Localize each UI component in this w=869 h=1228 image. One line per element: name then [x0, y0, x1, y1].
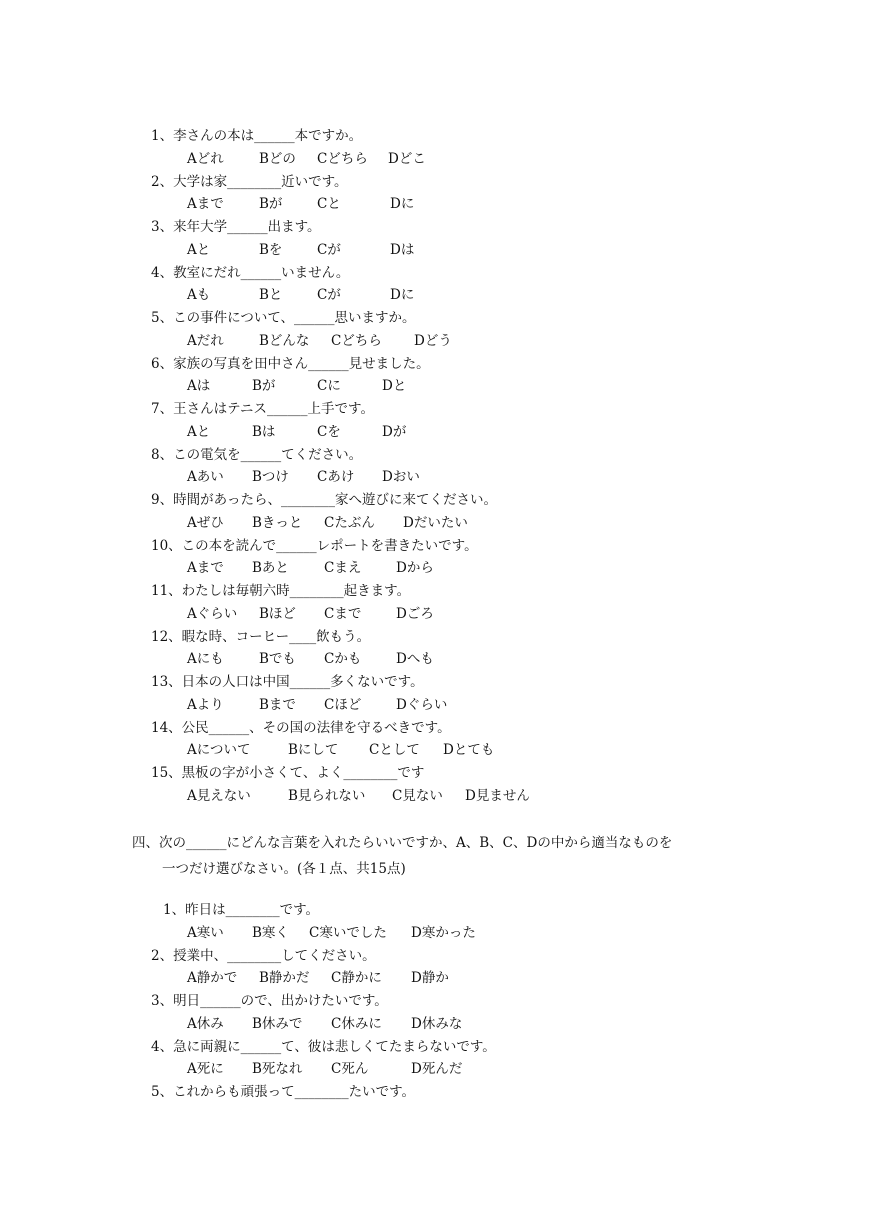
option-row [0, 694, 869, 717]
option-c: Cまえ [324, 560, 362, 577]
question-item [0, 626, 869, 672]
option-d: D休みな [411, 1015, 463, 1032]
question-item [0, 762, 869, 808]
option-a: Aは [187, 378, 211, 395]
option-b: Bを [259, 241, 283, 258]
option-a: A見えない [187, 787, 251, 804]
question-stem: 4、教室にだれ______いません。 [151, 264, 350, 281]
question-item [0, 307, 869, 353]
question-stem: 2、授業中、________してください。 [151, 947, 376, 964]
option-c: Cかも [324, 651, 362, 668]
question-item [0, 216, 869, 262]
question-stem: 13、日本の人口は中国______多くないです。 [151, 674, 424, 690]
question-item [0, 580, 869, 626]
option-c: Cが [317, 287, 341, 304]
question-stem: 4、急に両親に______て、彼は悲しくてたまらないです。 [151, 1038, 496, 1055]
question-item [0, 1081, 869, 1127]
option-d: Dおい [382, 469, 420, 486]
option-d: D静か [411, 970, 449, 987]
option-a: A休み [187, 1015, 224, 1032]
section-heading-line1: 四、次の______にどんな言葉を入れたらいいですか、A、B、C、Dの中から適当なものを [132, 835, 673, 851]
question-item [0, 990, 869, 1036]
option-c: C静かに [331, 970, 382, 987]
option-d: Dが [382, 423, 407, 440]
question-item [0, 717, 869, 763]
question-stem: 11、わたしは毎朝六時________起きます。 [151, 583, 411, 599]
option-a: Aぐらい [187, 605, 238, 622]
option-b: Bきっと [252, 514, 303, 531]
option-c: Cほど [324, 696, 362, 713]
option-a: A寒い [187, 924, 224, 941]
option-d: D寒かった [411, 924, 476, 941]
question-item [0, 262, 869, 308]
option-c: Cが [317, 241, 341, 258]
option-d: Dは [390, 241, 415, 258]
option-d: Dどこ [388, 150, 426, 167]
option-a: Aについて [187, 742, 251, 759]
option-b: Bつけ [252, 469, 289, 486]
section-heading-line2: 一つだけ選びなさい。(各１点、共15点) [162, 861, 406, 877]
option-d: Dから [396, 560, 434, 577]
question-item [0, 171, 869, 217]
option-a: Aだれ [187, 332, 224, 349]
question-stem: 1、李さんの本は______本ですか。 [151, 128, 363, 144]
question-stem: 12、暇な時、コーヒー____飲もう。 [151, 628, 371, 645]
question-stem: 5、これからも頑張って________たいです。 [151, 1084, 416, 1100]
question-stem: 8、この電気を______てください。 [151, 446, 363, 463]
option-a: Aと [187, 241, 211, 258]
option-c: C休みに [331, 1015, 382, 1032]
question-stem: 5、この事件について、______思いますか。 [151, 310, 416, 326]
question-list-part3 [0, 125, 869, 808]
option-c: Cあけ [317, 469, 355, 486]
question-stem: 6、家族の写真を田中さん______見せました。 [151, 355, 430, 372]
option-row [0, 193, 869, 216]
option-a: Aまで [187, 196, 224, 213]
option-row [0, 148, 869, 171]
question-item [0, 125, 869, 171]
option-a: Aどれ [187, 150, 224, 167]
option-b: B死なれ [252, 1061, 303, 1078]
option-row [0, 739, 869, 762]
question-item [0, 398, 869, 444]
option-row [0, 466, 869, 489]
option-b: Bは [252, 423, 276, 440]
option-b: Bでも [259, 651, 296, 668]
question-item [0, 671, 869, 717]
option-c: Cに [317, 378, 341, 395]
question-stem: 1、昨日は________です。 [163, 902, 320, 918]
option-c: C見ない [392, 787, 443, 804]
option-b: B寒く [252, 924, 289, 941]
option-b: Bにして [288, 742, 339, 759]
option-row [0, 557, 869, 580]
option-c: Cたぶん [324, 514, 375, 531]
option-d: Dぐらい [396, 696, 448, 713]
option-row [0, 967, 869, 990]
option-row [0, 1058, 869, 1081]
question-item [0, 945, 869, 991]
option-b: Bが [252, 378, 276, 395]
option-a: Aより [187, 696, 224, 713]
option-row [0, 785, 869, 808]
question-list-part4 [0, 899, 869, 1127]
option-c: Cどちら [331, 332, 382, 349]
question-item [0, 899, 869, 945]
option-c: Cと [317, 196, 341, 213]
option-c: C死ん [331, 1061, 369, 1078]
option-b: B静かだ [259, 970, 310, 987]
option-a: A死に [187, 1061, 224, 1078]
option-row [0, 421, 869, 444]
option-c: Cまで [324, 605, 362, 622]
question-item [0, 353, 869, 399]
option-row [0, 239, 869, 262]
option-c: C寒いでした [309, 924, 387, 941]
option-b: B見られない [288, 787, 366, 804]
option-row [0, 512, 869, 535]
option-c: Cを [317, 423, 341, 440]
option-b: B休みで [252, 1015, 303, 1032]
question-stem: 7、王さんはテニス______上手です。 [151, 401, 374, 417]
option-a: A静かで [187, 970, 238, 987]
question-stem: 3、明日______ので、出かけたいです。 [151, 993, 388, 1009]
option-a: Aと [187, 423, 211, 440]
section-heading-part4 [132, 830, 672, 882]
option-b: Bどんな [259, 332, 310, 349]
question-stem: 14、公民______、その国の法律を守るべきです。 [151, 719, 451, 736]
question-item [0, 1036, 869, 1082]
option-row [0, 603, 869, 626]
option-a: Aまで [187, 560, 224, 577]
option-a: Aぜひ [187, 514, 224, 531]
question-stem: 9、時間があったら、________家へ遊びに来てください。 [151, 492, 497, 508]
option-a: Aにも [187, 651, 224, 668]
question-stem: 15、黒板の字が小さくて、よく________です [151, 765, 425, 781]
option-row [0, 1013, 869, 1036]
option-b: Bほど [259, 605, 296, 622]
option-row [0, 284, 869, 307]
option-d: Dどう [414, 332, 452, 349]
option-a: Aも [187, 287, 211, 304]
question-stem: 10、この本を読んで______レポートを書きたいです。 [151, 537, 478, 554]
option-b: Bあと [252, 560, 289, 577]
option-c: Cどちら [317, 150, 368, 167]
option-d: Dに [390, 196, 415, 213]
option-b: Bと [259, 287, 283, 304]
question-stem: 3、来年大学______出ます。 [151, 219, 321, 235]
option-d: Dに [390, 287, 415, 304]
option-c: Cとして [369, 742, 420, 759]
option-d: Dごろ [396, 605, 434, 622]
option-d: Dとても [443, 742, 495, 759]
option-d: Dと [382, 378, 407, 395]
option-a: Aあい [187, 469, 224, 486]
option-d: Dへも [396, 651, 434, 668]
option-row [0, 922, 869, 945]
question-stem: 2、大学は家________近いです。 [151, 173, 348, 190]
option-d: D見ません [465, 787, 530, 804]
option-d: Dだいたい [403, 514, 468, 531]
option-b: Bまで [259, 696, 296, 713]
option-row [0, 375, 869, 398]
option-d: D死んだ [411, 1061, 463, 1078]
question-item [0, 444, 869, 490]
option-b: Bどの [259, 150, 296, 167]
question-item [0, 535, 869, 581]
question-item [0, 489, 869, 535]
option-row [0, 648, 869, 671]
option-b: Bが [259, 196, 283, 213]
option-row [0, 330, 869, 353]
